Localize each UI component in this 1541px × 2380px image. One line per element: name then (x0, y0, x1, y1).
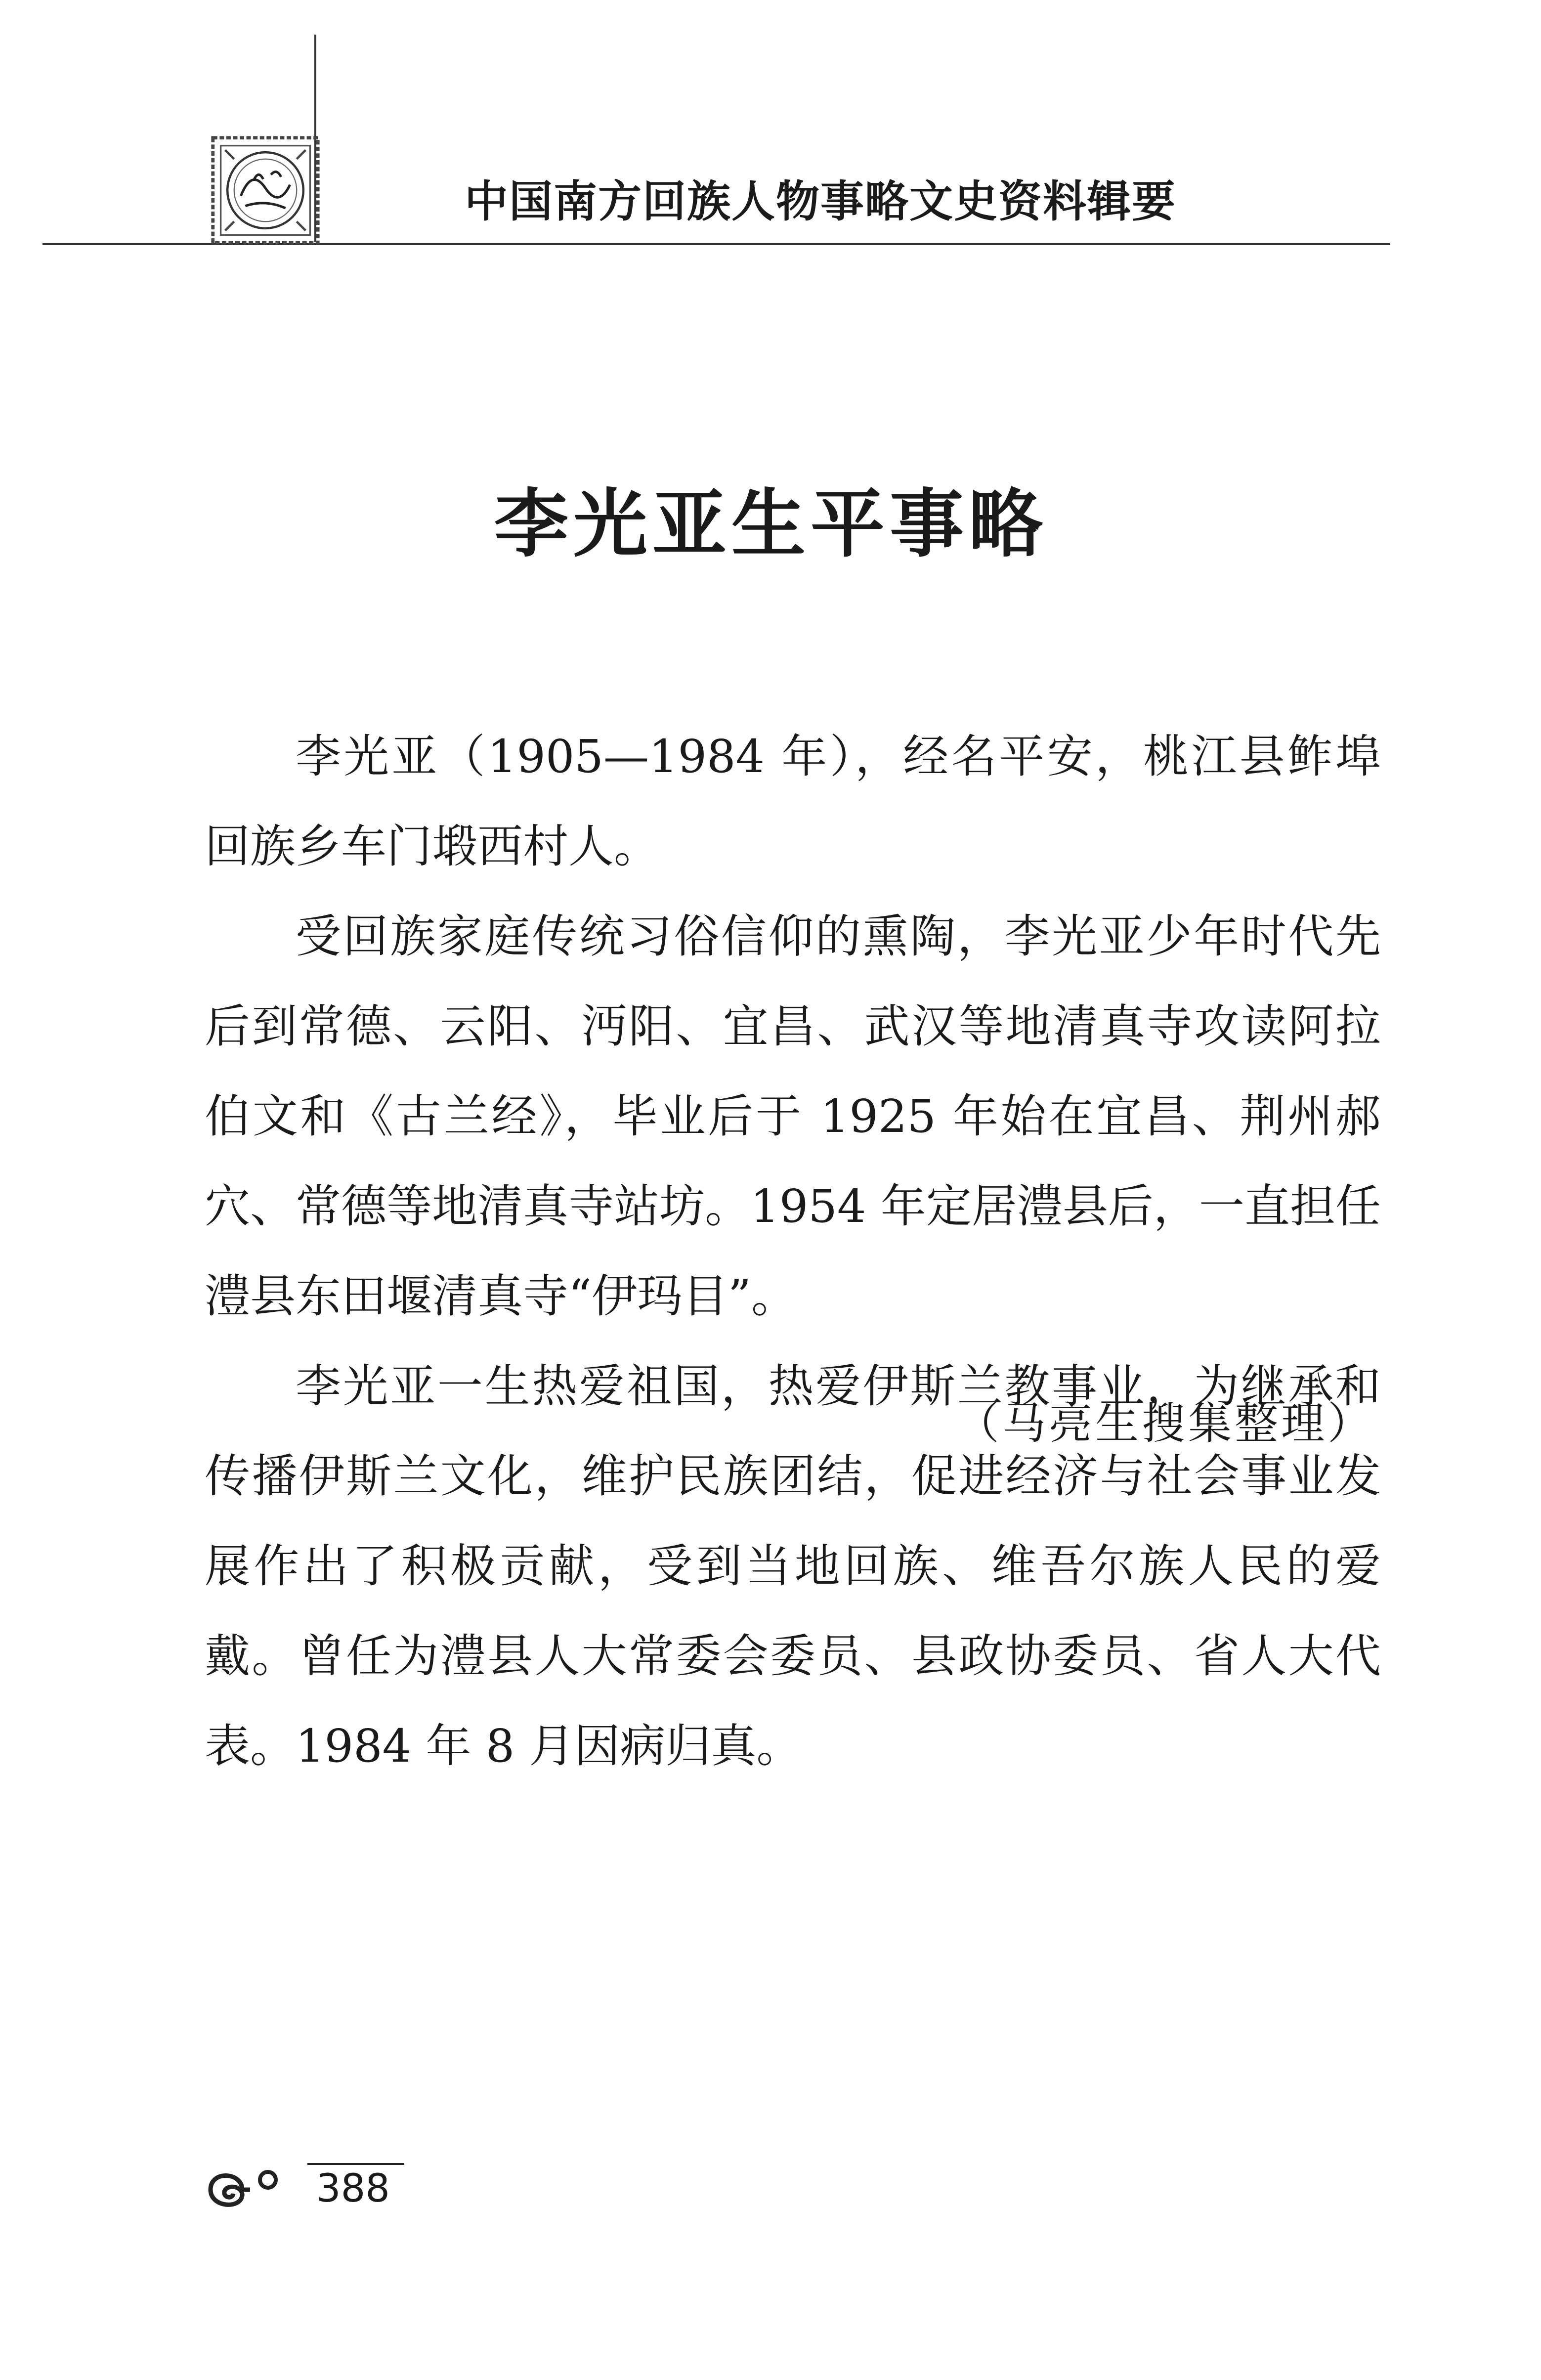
arabic-calligraphy-medallion-icon (210, 134, 321, 246)
page-number: 388 (316, 2166, 390, 2211)
scroll-flourish-icon (203, 2160, 292, 2214)
paragraph-3: 李光亚一生热爱祖国，热爱伊斯兰教事业，为继承和传播伊斯兰文化，维护民族团结，促进经济与社会事业发展作出了积极贡献，受到当地回族、维吾尔族人民的爱戴。曾任为澧县人大常委会委员、县政协委员、省人大代表。1984 年 8 月因病归真。 (205, 1360, 1381, 1773)
article-body (205, 712, 1381, 1791)
paragraph-1: 李光亚（1905—1984 年），经名平安，桃江县鲊埠回族乡车门塅西村人。 (205, 730, 1381, 873)
article-title: 李光亚生平事略 (494, 480, 1048, 567)
paragraph-2: 受回族家庭传统习俗信仰的熏陶，李光亚少年时代先后到常德、云阳、沔阳、宜昌、武汉等地清真寺攻读阿拉伯文和《古兰经》，毕业后于 1925 年始在宜昌、荆州郝穴、常德等地清真寺站坊。1954 年定居澧县后，一直担任澧县东田堰清真寺“伊玛目”。 (205, 910, 1381, 1323)
compiler-credit: （马亮生搜集整理） (955, 1398, 1374, 1449)
running-header-title: 中国南方回族人物事略文史资料辑要 (465, 176, 1177, 227)
